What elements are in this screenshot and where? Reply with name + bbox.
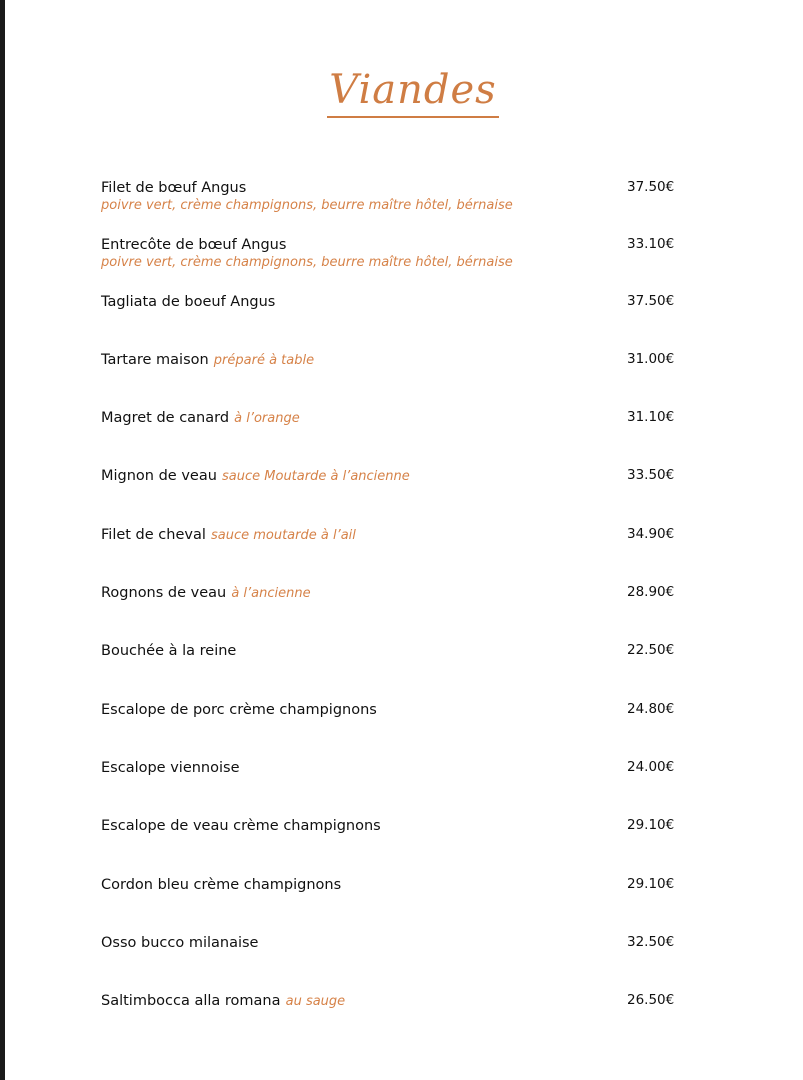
dish-name: Cordon bleu crème champignons [101, 877, 342, 893]
dish-name: Saltimbocca alla romana [101, 993, 281, 1009]
dish-price: 24.80€ [627, 701, 675, 717]
menu-item [101, 524, 701, 544]
dish-price: 37.50€ [627, 179, 675, 195]
dish-name: Mignon de veau [101, 468, 217, 484]
dish-note: à l’orange [234, 411, 300, 426]
dish-price: 32.50€ [627, 934, 675, 950]
menu-item [101, 349, 701, 369]
dish-description: poivre vert, crème champignons, beurre maître hôtel, bérnaise [101, 198, 513, 213]
dish-note: à l’ancienne [231, 586, 311, 601]
dish-price: 26.50€ [627, 992, 675, 1008]
menu-item [101, 640, 701, 660]
dish-name: Escalope de porc crème champignons [101, 702, 377, 718]
dish-note: au sauge [285, 994, 346, 1009]
dish-note: sauce Moutarde à l’ancienne [222, 469, 410, 484]
dish-name: Tagliata de boeuf Angus [101, 294, 276, 310]
dish-price: 34.90€ [627, 526, 675, 542]
menu-item [101, 465, 701, 485]
dish-price: 33.50€ [627, 467, 675, 483]
menu-item [101, 932, 701, 952]
menu-item [101, 407, 701, 427]
dish-price: 29.10€ [627, 817, 675, 833]
dish-note: sauce moutarde à l’ail [210, 528, 356, 543]
dish-name: Escalope de veau crème champignons [101, 818, 381, 834]
dish-name: Bouchée à la reine [101, 643, 237, 659]
title-container [5, 66, 803, 118]
dish-name: Rognons de veau [101, 585, 227, 601]
dish-price: 22.50€ [627, 642, 675, 658]
dish-price: 31.00€ [627, 351, 675, 367]
menu-item [101, 291, 701, 311]
dish-price: 29.10€ [627, 876, 675, 892]
dish-description: poivre vert, crème champignons, beurre maître hôtel, bérnaise [101, 255, 513, 270]
menu-item [101, 757, 701, 777]
dish-name: Entrecôte de bœuf Angus [101, 237, 287, 253]
dish-price: 24.00€ [627, 759, 675, 775]
menu-item [101, 874, 701, 894]
dish-price: 28.90€ [627, 584, 675, 600]
dish-price: 31.10€ [627, 409, 675, 425]
dish-name: Tartare maison [101, 352, 209, 368]
dish-price: 37.50€ [627, 293, 675, 309]
menu-item [101, 815, 701, 835]
menu-item [101, 177, 701, 214]
menu-page [5, 0, 803, 1080]
dish-price: 33.10€ [627, 236, 675, 252]
menu-item [101, 699, 701, 719]
dish-note: préparé à table [213, 353, 315, 368]
menu-item [101, 990, 701, 1010]
dish-name: Magret de canard [101, 410, 230, 426]
page-title: Viandes [327, 66, 498, 118]
menu-item [101, 582, 701, 602]
dish-name: Filet de bœuf Angus [101, 180, 247, 196]
menu-item [101, 234, 701, 271]
dish-name: Osso bucco milanaise [101, 935, 259, 951]
dish-name: Filet de cheval [101, 527, 206, 543]
dish-name: Escalope viennoise [101, 760, 240, 776]
